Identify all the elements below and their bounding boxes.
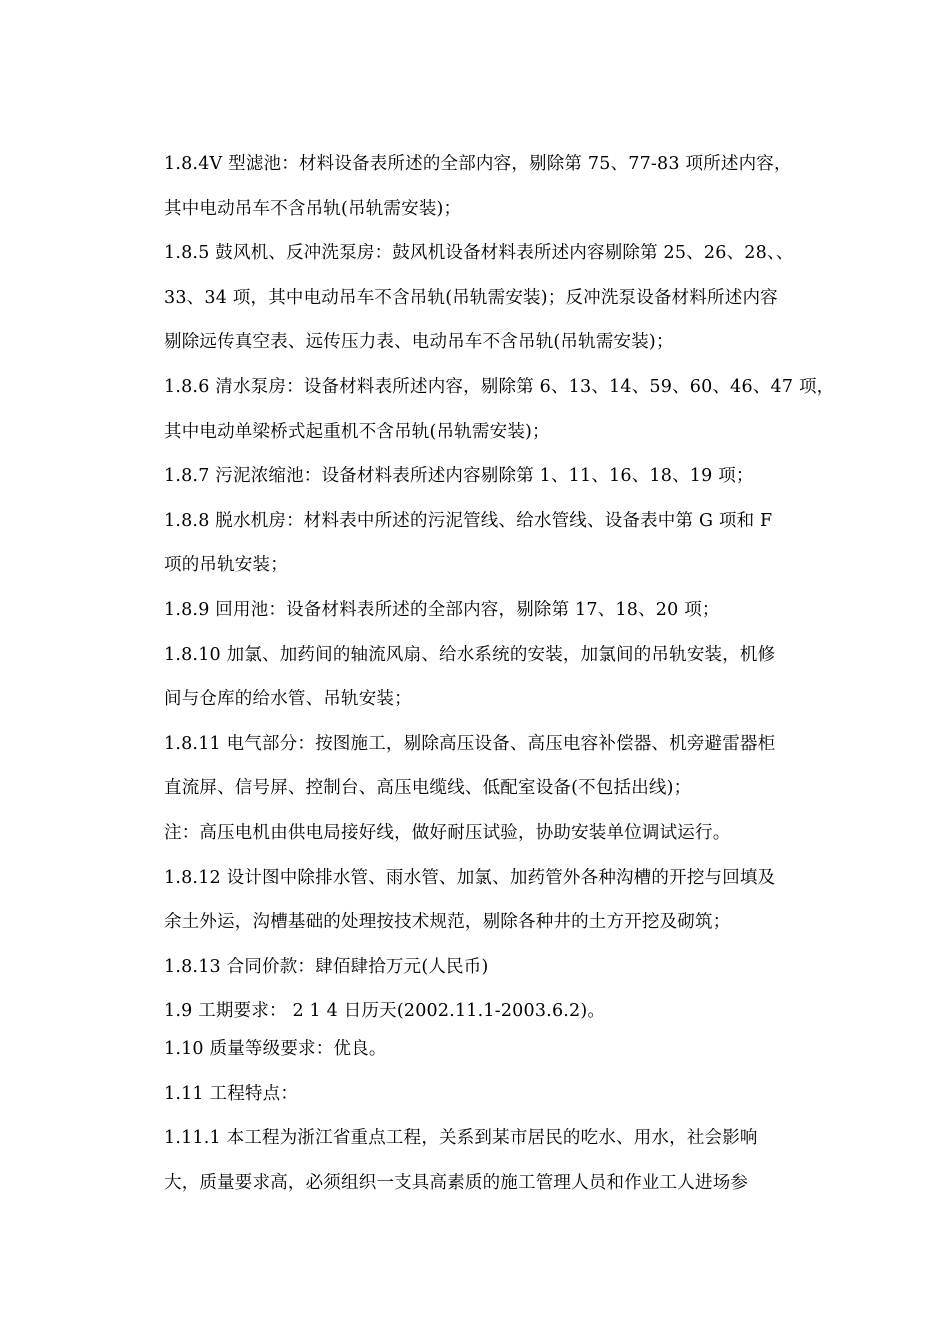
text-line-1-9: 1.9 工期要求： 2 1 4 日历天(2002.11.1-2003.6.2)。: [164, 1001, 606, 1022]
text-line-1-8-12-b: 余土外运，沟槽基础的处理按技术规范，剔除各种井的土方开挖及砌筑；: [164, 912, 731, 933]
text-line-1-8-13: 1.8.13 合同价款：肆佰肆拾万元(人民币): [164, 956, 489, 977]
text-line-1-8-5-a: 1.8.5 鼓风机、反冲洗泵房：鼓风机设备材料表所述内容剔除第 25、26、28、、: [164, 243, 794, 264]
text-line-1-11: 1.11 工程特点：: [164, 1083, 299, 1104]
document-body: [164, 148, 834, 1212]
text-line-1-8-8-a: 1.8.8 脱水机房：材料表中所述的污泥管线、给水管线、设备表中第 G 项和 F: [164, 510, 773, 531]
text-line-1-8-6-a: 1.8.6 清水泵房：设备材料表所述内容，剔除第 6、13、14、59、60、46、47 项，: [164, 376, 834, 397]
text-line-1-10: 1.10 质量等级要求：优良。: [164, 1039, 387, 1060]
text-line-1-11-1-a: 1.11.1 本工程为浙江省重点工程，关系到某市居民的吃水、用水，社会影响: [164, 1128, 758, 1149]
text-line-note: 注：高压电机由供电局接好线，做好耐压试验，协助安装单位调试运行。: [164, 822, 731, 843]
text-line-1-8-4-b: 其中电动吊车不含吊轨(吊轨需安装)；: [164, 198, 462, 219]
text-line-1-8-9: 1.8.9 回用池：设备材料表所述的全部内容，剔除第 17、18、20 项；: [164, 599, 720, 620]
text-line-1-11-1-b: 大，质量要求高，必须组织一支具高素质的施工管理人员和作业工人进场参: [164, 1173, 749, 1194]
text-line-1-8-5-b: 33、34 项，其中电动吊车不含吊轨(吊轨需安装)；反冲洗泵设备材料所述内容: [164, 287, 778, 308]
text-line-1-8-4-a: 1.8.4V 型滤池：材料设备表所述的全部内容，剔除第 75、77-83 项所述内容，: [164, 154, 792, 174]
text-line-1-8-7: 1.8.7 污泥浓缩池：设备材料表所述内容剔除第 1、11、16、18、19 项；: [164, 466, 754, 487]
text-line-1-8-11-a: 1.8.11 电气部分：按图施工，剔除高压设备、高压电容补偿器、机旁避雷器柜: [164, 733, 776, 754]
text-line-1-8-10-a: 1.8.10 加氯、加药间的轴流风扇、给水系统的安装，加氯间的吊轨安装，机修: [164, 644, 776, 665]
text-line-1-8-11-b: 直流屏、信号屏、控制台、高压电缆线、低配室设备(不包括出线)；: [164, 778, 692, 799]
text-line-1-8-6-b: 其中电动单梁桥式起重机不含吊轨(吊轨需安装)；: [164, 421, 550, 442]
text-line-1-8-5-c: 剔除远传真空表、远传压力表、电动吊车不含吊轨(吊轨需安装)；: [164, 332, 674, 353]
text-line-1-8-10-b: 间与仓库的给水管、吊轨安装；: [164, 689, 412, 710]
text-line-1-8-8-b: 项的吊轨安装；: [164, 555, 288, 576]
text-line-1-8-12-a: 1.8.12 设计图中除排水管、雨水管、加氯、加药管外各种沟槽的开挖与回填及: [164, 867, 776, 888]
